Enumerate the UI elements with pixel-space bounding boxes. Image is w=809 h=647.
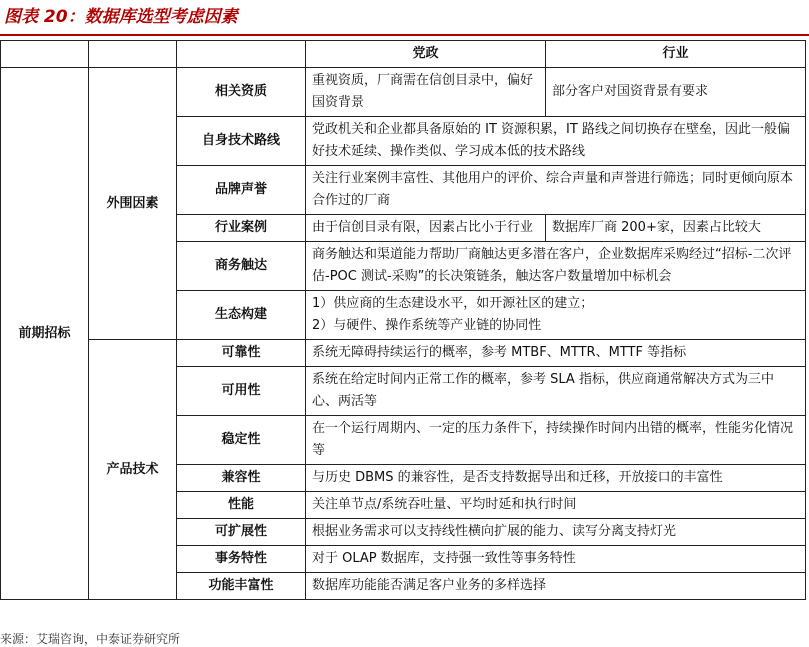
merged-cell: 商务触达和渠道能力帮助厂商触达更多潜在客户，企业数据库采购经过“招标-二次评估-POC 测试-采购”的长决策链条，触达客户数量增加中标机会: [306, 242, 806, 291]
stage-cell: 前期招标: [1, 68, 89, 600]
factor-label: 可用性: [177, 367, 306, 416]
industry-cell: 数据库厂商 200+家，因素占比较大: [546, 215, 806, 242]
factor-label: 兼容性: [177, 465, 306, 492]
table-header-row: [1, 41, 806, 68]
factor-label: 可靠性: [177, 340, 306, 367]
title-rule: [0, 34, 809, 36]
merged-cell: 关注行业案例丰富性、其他用户的评价、综合声量和声誉进行筛选；同时更倾向原本合作过的厂商: [306, 166, 806, 215]
header-empty-3: [177, 41, 306, 68]
source-note: 来源：艾瑞咨询，中泰证券研究所: [0, 632, 181, 646]
selection-factors-table: [0, 40, 806, 600]
factor-label: 商务触达: [177, 242, 306, 291]
merged-cell: 根据业务需求可以支持线性横向扩展的能力、读写分离支持灯光: [306, 519, 806, 546]
factor-label: 稳定性: [177, 416, 306, 465]
factor-label: 可扩展性: [177, 519, 306, 546]
header-gov: 党政: [306, 41, 546, 68]
header-empty-2: [89, 41, 177, 68]
ecosystem-line-1: 1）供应商的生态建设水平，如开源社区的建立；: [312, 296, 594, 311]
merged-cell: 系统无障碍持续运行的概率，参考 MTBF、MTTR、MTTF 等指标: [306, 340, 806, 367]
factor-label: 自身技术路线: [177, 117, 306, 166]
factor-label: 行业案例: [177, 215, 306, 242]
industry-cell: 部分客户对国资背景有要求: [546, 68, 806, 117]
gov-cell: 重视资质，厂商需在信创目录中，偏好国资背景: [306, 68, 546, 117]
table-row: [1, 340, 806, 367]
merged-cell: 对于 OLAP 数据库，支持强一致性等事务特性: [306, 546, 806, 573]
factor-label: 功能丰富性: [177, 573, 306, 600]
figure-title: 图表 20：数据库选型考虑因素: [4, 7, 238, 27]
factor-label: 性能: [177, 492, 306, 519]
factor-label: 事务特性: [177, 546, 306, 573]
ecosystem-line-2: 2）与硬件、操作系统等产业链的协同性: [312, 318, 542, 333]
group-outer-factors: 外围因素: [89, 68, 177, 340]
factor-label: 相关资质: [177, 68, 306, 117]
header-empty-1: [1, 41, 89, 68]
merged-cell: 数据库功能能否满足客户业务的多样选择: [306, 573, 806, 600]
merged-cell: 与历史 DBMS 的兼容性，是否支持数据导出和迁移，开放接口的丰富性: [306, 465, 806, 492]
merged-cell: [306, 291, 806, 340]
factor-label: 品牌声誉: [177, 166, 306, 215]
merged-cell: 在一个运行周期内、一定的压力条件下，持续操作时间内出错的概率，性能劣化情况等: [306, 416, 806, 465]
merged-cell: 党政机关和企业都具备原始的 IT 资源积累，IT 路线之间切换存在壁垒，因此一般偏好技术延续、操作类似、学习成本低的技术路线: [306, 117, 806, 166]
merged-cell: 关注单节点/系统吞吐量、平均时延和执行时间: [306, 492, 806, 519]
merged-cell: 系统在给定时间内正常工作的概率，参考 SLA 指标，供应商通常解决方式为三中心、两活等: [306, 367, 806, 416]
table-row: [1, 68, 806, 117]
group-product-tech: 产品技术: [89, 340, 177, 600]
header-industry: 行业: [546, 41, 806, 68]
gov-cell: 由于信创目录有限，因素占比小于行业: [306, 215, 546, 242]
factor-label: 生态构建: [177, 291, 306, 340]
